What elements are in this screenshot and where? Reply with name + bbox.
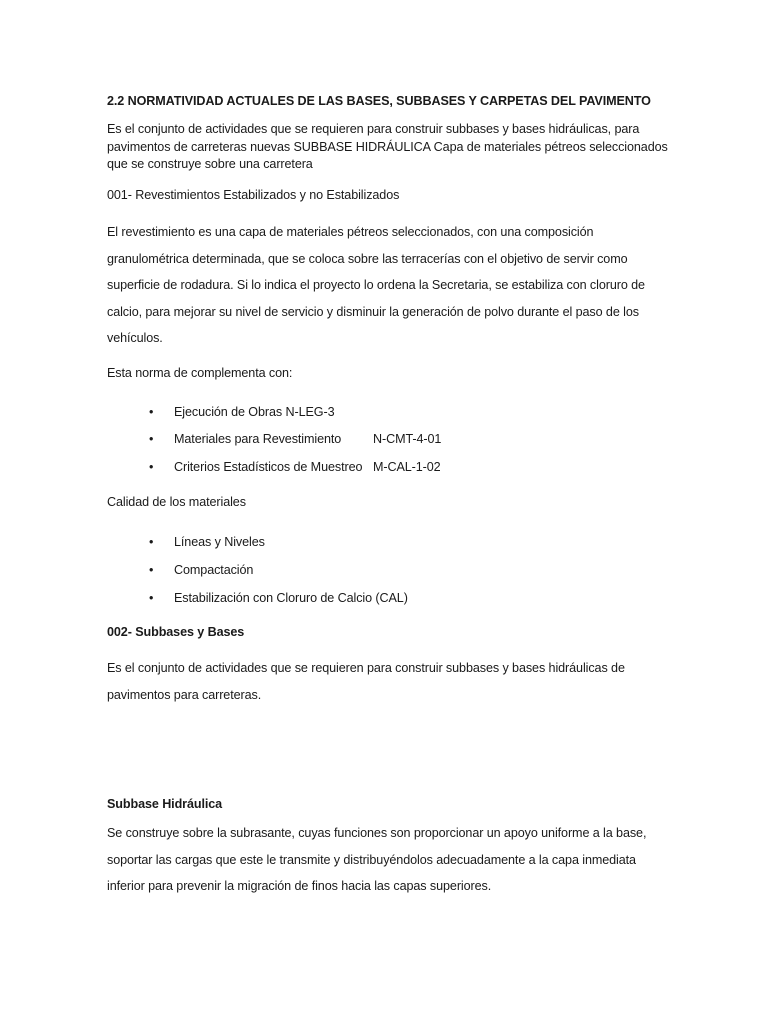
subsection-001-title: 001- Revestimientos Estabilizados y no Estabilizados: [107, 188, 400, 202]
subbase-paragraph: [107, 820, 646, 900]
bullet-icon: •: [149, 591, 154, 605]
subbase-line: Se construye sobre la subrasante, cuyas funciones son proporcionar un apoyo uniforme a la base,: [107, 826, 647, 840]
complementa-intro: Esta norma de complementa con:: [107, 366, 293, 380]
revestimiento-line: granulométrica determinada, que se coloca sobre las terracerías con el objetivo de servir como: [107, 251, 628, 266]
revestimiento-line: superficie de rodadura. Si lo indica el proyecto lo ordena la Secretaria, se estabiliza con cloruro de: [107, 278, 645, 292]
bullet-icon: •: [149, 405, 154, 419]
subbase-line: inferior para prevenir la migración de finos hacia las capas superiores.: [107, 879, 492, 893]
intro-line: que se construye sobre una carretera: [107, 157, 313, 171]
subbases-line: pavimentos para carreteras.: [107, 687, 262, 702]
subbases-line: Es el conjunto de actividades que se requieren para construir subbases y bases hidráulicas de: [107, 661, 625, 675]
bullet-icon: •: [149, 535, 154, 549]
norm-label: Ejecución de Obras N-LEG-3: [174, 405, 335, 419]
revestimiento-line: calcio, para mejorar su nivel de servicio y disminuir la generación de polvo durante el paso de los: [107, 304, 639, 319]
norm-label: Materiales para Revestimiento: [174, 432, 342, 446]
bullet-icon: •: [149, 460, 154, 474]
revestimiento-line: El revestimiento es una capa de materiales pétreos seleccionados, con una composición: [107, 225, 594, 239]
norm-code: M-CAL-1-02: [373, 460, 441, 474]
subsection-002-title: 002- Subbases y Bases: [107, 625, 245, 639]
section-title: 2.2 NORMATIVIDAD ACTUALES DE LAS BASES, SUBBASES Y CARPETAS DEL PAVIMENTO: [107, 94, 651, 108]
bullet-icon: •: [149, 432, 154, 446]
calidad-item: Líneas y Niveles: [174, 535, 265, 549]
calidad-item: Compactación: [174, 563, 254, 577]
calidad-item: Estabilización con Cloruro de Calcio (CAL): [174, 591, 408, 605]
norm-code: N-CMT-4-01: [373, 432, 442, 446]
subbases-paragraph: [107, 655, 625, 708]
subbase-line: soportar las cargas que este le transmite y distribuyéndolos adecuadamente a la capa inmediata: [107, 852, 636, 867]
subbase-title: Subbase Hidráulica: [107, 797, 223, 811]
norm-label: Criterios Estadísticos de Muestreo: [174, 460, 363, 474]
intro-line: Es el conjunto de actividades que se requieren para construir subbases y bases hidráulicas, para: [107, 122, 640, 136]
revestimiento-line: vehículos.: [107, 331, 163, 345]
intro-paragraph: [107, 121, 668, 174]
intro-line: pavimentos de carreteras nuevas SUBBASE HIDRÁULICA Capa de materiales pétreos seleccionados: [107, 139, 668, 154]
revestimiento-paragraph: [107, 219, 645, 352]
bullet-icon: •: [149, 563, 154, 577]
calidad-title: Calidad de los materiales: [107, 495, 246, 509]
